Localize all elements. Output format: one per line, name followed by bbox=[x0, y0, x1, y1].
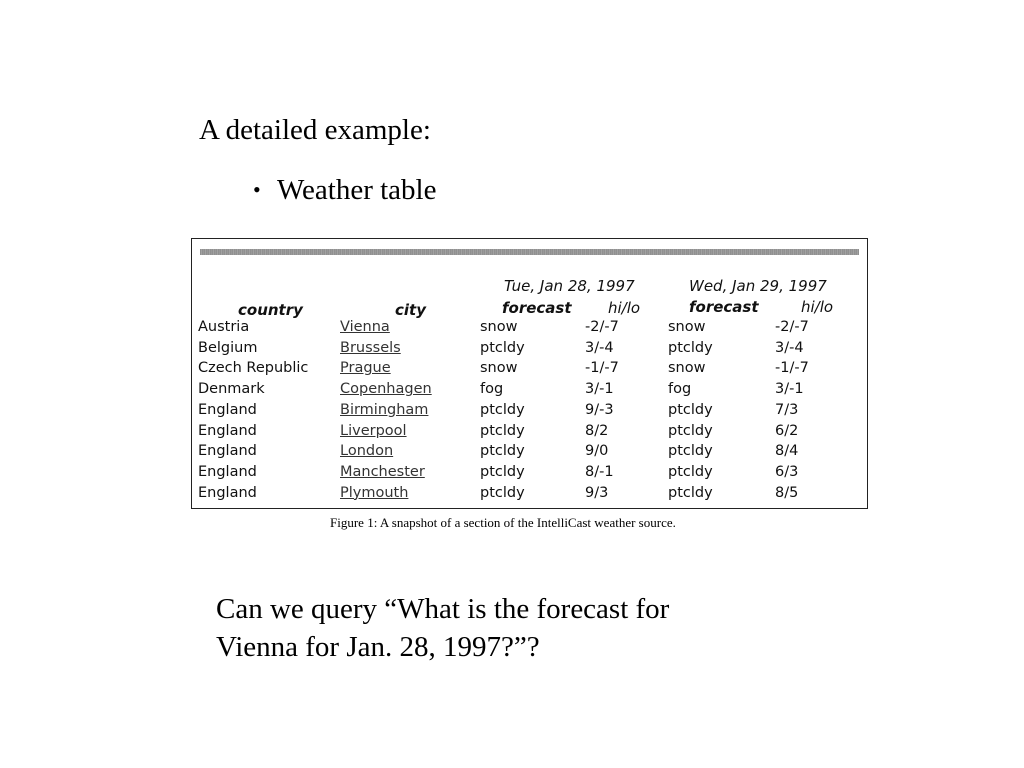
table-row bbox=[192, 443, 867, 464]
cell-country: England bbox=[198, 484, 257, 501]
cell-forecast-1: snow bbox=[480, 360, 518, 377]
table-row bbox=[192, 360, 867, 381]
col-header-country: country bbox=[238, 301, 303, 319]
cell-forecast-1: fog bbox=[480, 381, 504, 398]
cell-hilo-1: 9/-3 bbox=[585, 401, 614, 418]
cell-forecast-1: ptcldy bbox=[480, 339, 525, 356]
table-row bbox=[192, 485, 867, 506]
col-header-forecast-1: forecast bbox=[502, 299, 572, 317]
cell-forecast-2: snow bbox=[668, 360, 706, 377]
cell-hilo-2: 6/3 bbox=[775, 463, 799, 480]
figure-caption: Figure 1: A snapshot of a section of the IntelliCast weather source. bbox=[330, 515, 676, 530]
cell-forecast-1: ptcldy bbox=[480, 422, 525, 439]
bullet-text: Weather table bbox=[277, 174, 437, 206]
cell-forecast-2: ptcldy bbox=[668, 484, 713, 501]
question-text bbox=[216, 590, 796, 666]
table-row bbox=[192, 381, 867, 402]
cell-forecast-2: ptcldy bbox=[668, 339, 713, 356]
cell-city-link[interactable]: Brussels bbox=[340, 339, 401, 356]
cell-forecast-2: snow bbox=[668, 319, 706, 335]
col-header-hilo-2: hi/lo bbox=[801, 298, 834, 316]
date-header-1: Tue, Jan 28, 1997 bbox=[504, 277, 635, 295]
cell-hilo-2: 7/3 bbox=[775, 401, 799, 418]
cell-forecast-2: ptcldy bbox=[668, 443, 713, 460]
col-header-forecast-2: forecast bbox=[689, 298, 759, 316]
cell-city-link[interactable]: Birmingham bbox=[340, 401, 429, 418]
weather-table-figure bbox=[191, 238, 868, 509]
cell-country: Denmark bbox=[198, 381, 265, 398]
cell-city-link[interactable]: Manchester bbox=[340, 463, 425, 480]
cell-forecast-2: ptcldy bbox=[668, 422, 713, 439]
table-row bbox=[192, 423, 867, 444]
cell-hilo-1: 3/-1 bbox=[585, 381, 614, 398]
cell-hilo-2: 3/-4 bbox=[775, 339, 804, 356]
cell-country: Austria bbox=[198, 319, 250, 335]
table-row bbox=[192, 340, 867, 361]
cell-country: England bbox=[198, 422, 257, 439]
slide-heading: A detailed example: bbox=[199, 114, 431, 146]
bullet-dot-icon: • bbox=[253, 177, 261, 202]
cell-hilo-2: -1/-7 bbox=[775, 360, 809, 377]
col-header-city: city bbox=[395, 301, 426, 319]
cell-hilo-1: 9/3 bbox=[585, 484, 609, 501]
cell-hilo-2: -2/-7 bbox=[775, 319, 809, 335]
cell-hilo-1: -1/-7 bbox=[585, 360, 619, 377]
question-line-2: Vienna for Jan. 28, 1997?”? bbox=[216, 631, 540, 663]
cell-country: Belgium bbox=[198, 339, 258, 356]
cell-forecast-1: ptcldy bbox=[480, 443, 525, 460]
cell-hilo-1: 8/-1 bbox=[585, 463, 614, 480]
bullet-item bbox=[253, 172, 437, 208]
cell-forecast-2: ptcldy bbox=[668, 463, 713, 480]
cell-city-link[interactable]: Plymouth bbox=[340, 484, 409, 501]
cell-forecast-1: ptcldy bbox=[480, 463, 525, 480]
cell-hilo-2: 8/4 bbox=[775, 443, 799, 460]
cell-hilo-2: 6/2 bbox=[775, 422, 799, 439]
cell-hilo-2: 3/-1 bbox=[775, 381, 804, 398]
cell-city-link[interactable]: Copenhagen bbox=[340, 381, 432, 398]
cell-country: England bbox=[198, 443, 257, 460]
cell-forecast-1: ptcldy bbox=[480, 401, 525, 418]
cell-country: England bbox=[198, 401, 257, 418]
cell-forecast-1: snow bbox=[480, 319, 518, 335]
cell-city-link[interactable]: Vienna bbox=[340, 319, 390, 335]
cell-city-link[interactable]: Liverpool bbox=[340, 422, 407, 439]
cell-country: Czech Republic bbox=[198, 360, 309, 377]
table-row bbox=[192, 319, 867, 340]
cell-hilo-1: 3/-4 bbox=[585, 339, 614, 356]
table-row bbox=[192, 464, 867, 485]
cell-hilo-1: 9/0 bbox=[585, 443, 609, 460]
cell-hilo-1: -2/-7 bbox=[585, 319, 619, 335]
cell-city-link[interactable]: London bbox=[340, 443, 394, 460]
figure-top-bar bbox=[200, 249, 859, 255]
date-header-2: Wed, Jan 29, 1997 bbox=[689, 277, 827, 295]
cell-hilo-2: 8/5 bbox=[775, 484, 799, 501]
table-row bbox=[192, 402, 867, 423]
cell-hilo-1: 8/2 bbox=[585, 422, 609, 439]
cell-city-link[interactable]: Prague bbox=[340, 360, 391, 377]
cell-forecast-2: ptcldy bbox=[668, 401, 713, 418]
cell-forecast-2: fog bbox=[668, 381, 692, 398]
cell-country: England bbox=[198, 463, 257, 480]
col-header-hilo-1: hi/lo bbox=[608, 299, 641, 317]
question-line-1: Can we query “What is the forecast for bbox=[216, 593, 670, 625]
cell-forecast-1: ptcldy bbox=[480, 484, 525, 501]
